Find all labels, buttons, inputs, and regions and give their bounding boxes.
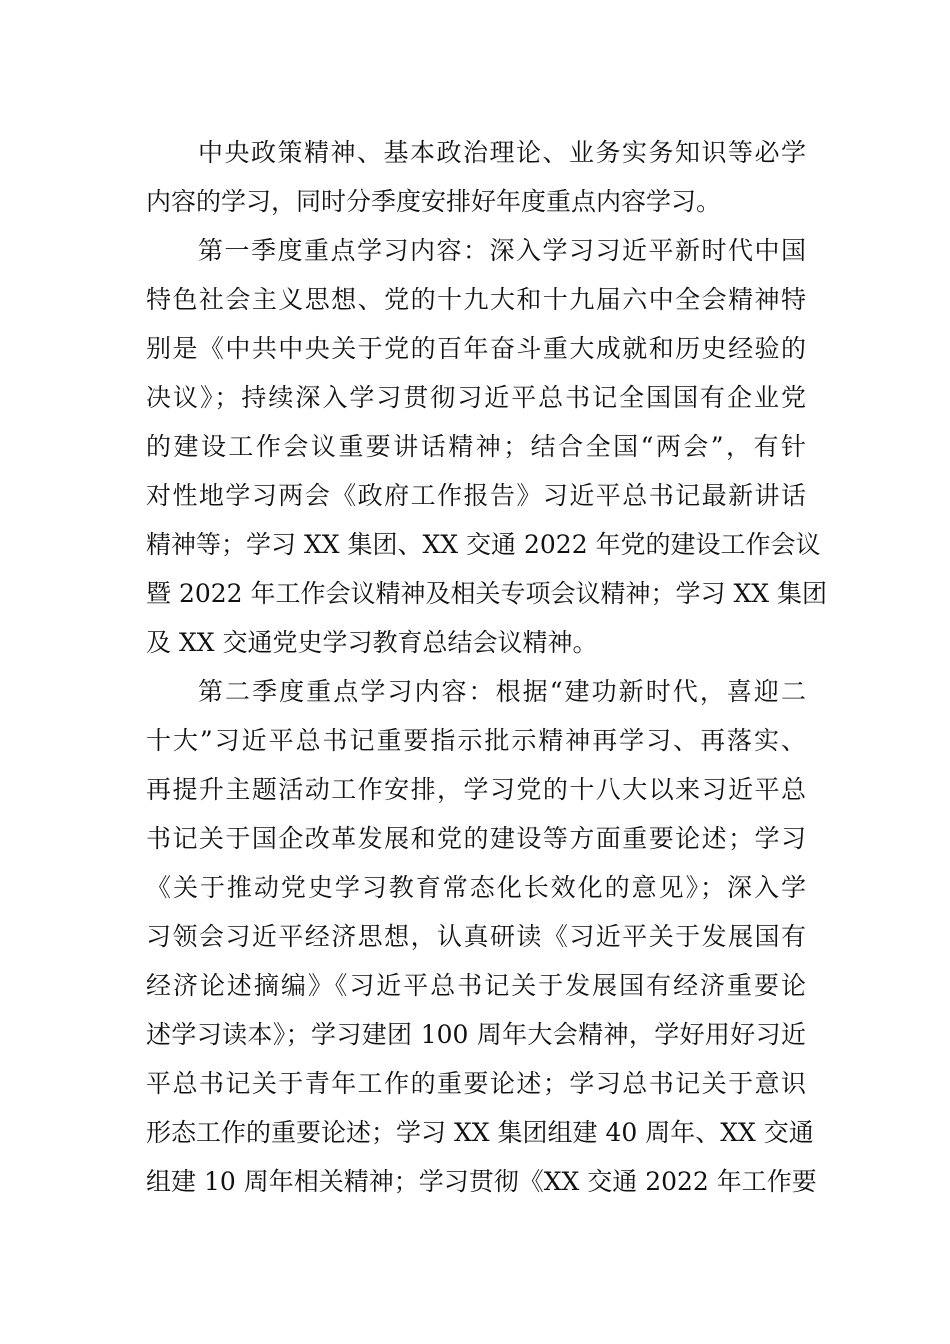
text-line: 《关于推动党史学习教育常态化长效化的意见》；深入学 <box>146 873 806 902</box>
text-line: 决议》；持续深入学习贯彻习近平总书记全国国有企业党 <box>146 383 806 412</box>
text-line: 述学习读本》；学习建团 100 周年大会精神，学好用好习近 <box>146 1020 806 1049</box>
text-line: 十大”习近平总书记重要指示批示精神再学习、再落实、 <box>146 726 806 755</box>
text-line: 暨 2022 年工作会议精神及相关专项会议精神；学习 XX 集团 <box>146 579 828 608</box>
text-line: 内容的学习，同时分季度安排好年度重点内容学习。 <box>146 187 722 216</box>
text-line: 别是《中共中央关于党的百年奋斗重大成就和历史经验的 <box>146 334 806 363</box>
text-line: 第二季度重点学习内容：根据“建功新时代，喜迎二 <box>198 677 806 706</box>
text-line: 形态工作的重要论述；学习 XX 集团组建 40 周年、XX 交通 <box>146 1118 814 1147</box>
text-line: 经济论述摘编》《习近平总书记关于发展国有经济重要论 <box>146 971 806 1000</box>
document-body <box>146 128 828 1206</box>
text-line: 对性地学习两会《政府工作报告》习近平总书记最新讲话 <box>146 481 806 510</box>
text-line: 的建设工作会议重要讲话精神；结合全国“两会”，有针 <box>146 432 806 461</box>
text-line: 习领会习近平经济思想，认真研读《习近平关于发展国有 <box>146 922 806 951</box>
text-line: 精神等；学习 XX 集团、XX 交通 2022 年党的建设工作会议 <box>146 530 821 559</box>
text-line: 再提升主题活动工作安排，学习党的十八大以来习近平总 <box>146 775 806 804</box>
text-line: 组建 10 周年相关精神；学习贯彻《XX 交通 2022 年工作要 <box>146 1167 817 1196</box>
text-line: 中央政策精神、基本政治理论、业务实务知识等必学 <box>198 138 806 167</box>
text-line: 第一季度重点学习内容：深入学习习近平新时代中国 <box>198 236 806 265</box>
text-line: 书记关于国企改革发展和党的建设等方面重要论述；学习 <box>146 824 806 853</box>
text-line: 平总书记关于青年工作的重要论述；学习总书记关于意识 <box>146 1069 806 1098</box>
text-line: 特色社会主义思想、党的十九大和十九届六中全会精神特 <box>146 285 806 314</box>
text-line: 及 XX 交通党史学习教育总结会议精神。 <box>146 628 598 657</box>
